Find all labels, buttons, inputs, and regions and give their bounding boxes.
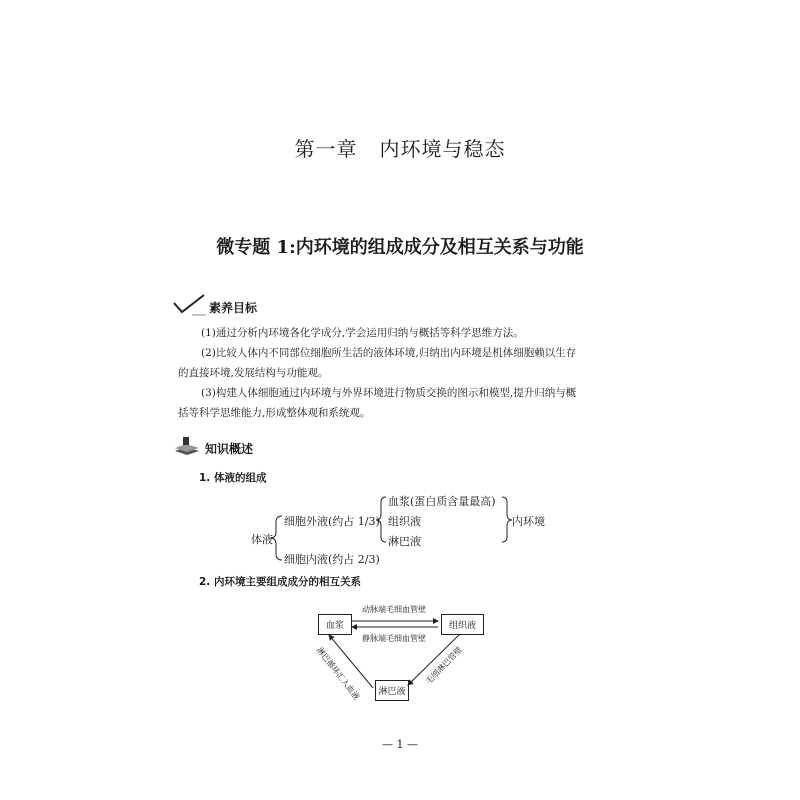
tree-root-body-fluid: 体液 [251, 533, 273, 546]
goal-line-4: (3)构建人体细胞通过内环境与外界环境进行物质交换的图示和模型,提升归纳与概 [201, 387, 577, 399]
label-lymph-capillary: 毛细淋巴管壁 [424, 645, 464, 686]
tree-extracellular-fluid: 细胞外液(约占 1/3) [284, 515, 380, 528]
goal-line-1: (1)通过分析内环境各化学成分,学会运用归纳与概括等科学思维方法。 [201, 327, 524, 339]
tree-intracellular-fluid: 细胞内液(约占 2/3) [284, 553, 380, 566]
page-number: — 1 — [382, 738, 418, 751]
topic-title: 微专题 1:内环境的组成成分及相互关系与功能 [216, 237, 584, 258]
node-tissue-fluid: 组织液 [441, 614, 484, 635]
node-plasma: 血浆 [318, 614, 352, 635]
overview-heading: 知识概述 [205, 442, 254, 456]
label-arterial-capillary: 动脉端毛细血管壁 [362, 605, 426, 614]
tree-internal-environment: 内环境 [512, 515, 545, 528]
chapter-title: 内环境与稳态 [379, 137, 506, 161]
tree-lymph: 淋巴液 [388, 535, 421, 548]
section-2-title: 2. 内环境主要组成成分的相互关系 [199, 576, 361, 588]
goal-line-5: 括等科学思维能力,形成整体观和系统观。 [178, 407, 371, 419]
node-lymph: 淋巴液 [375, 680, 409, 701]
label-lymph-circulation: 淋巴循环汇入血液 [314, 645, 362, 702]
label-venous-capillary: 静脉端毛细血管壁 [362, 634, 426, 643]
goal-line-2: (2)比较人体内不同部位细胞所生活的液体环境,归纳出内环境是机体细胞赖以生存 [201, 347, 577, 359]
chapter-number: 第一章 [294, 137, 358, 161]
section-1-title: 1. 体液的组成 [199, 472, 267, 484]
goal-line-3: 的直接环境,发展结构与功能观。 [178, 367, 329, 379]
tree-plasma: 血浆(蛋白质含量最高) [388, 495, 496, 508]
goals-heading: 素养目标 [209, 301, 258, 315]
tree-tissue-fluid: 组织液 [388, 515, 421, 528]
